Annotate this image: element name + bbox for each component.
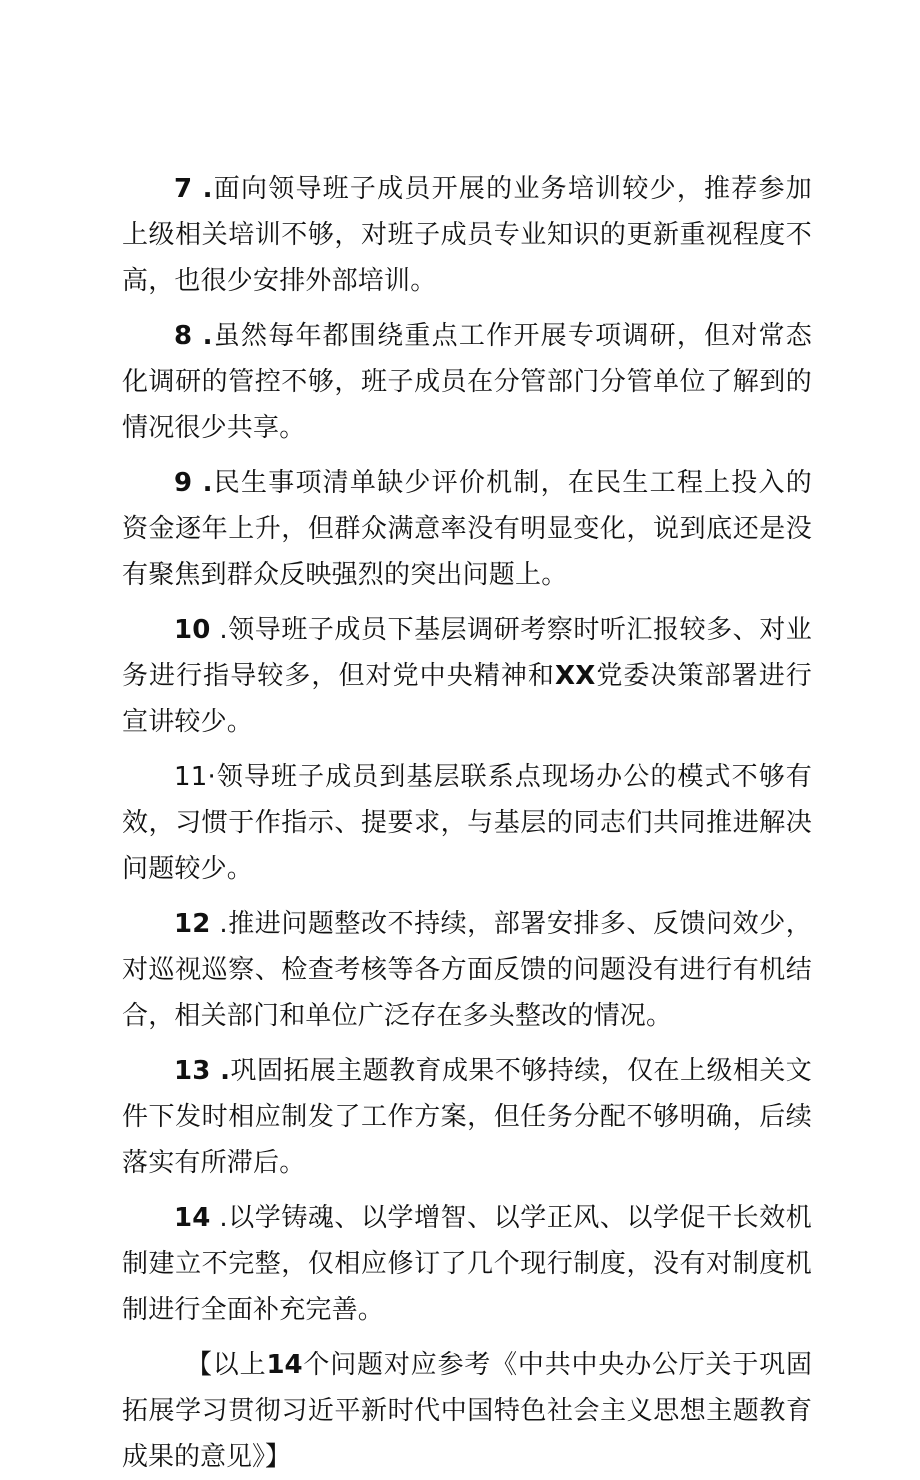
item-separator: . <box>192 468 213 498</box>
item-text: 以学铸魂、以学增智、以学正风、以学促干长效机制建立不完整，仅相应修订了几个现行制度，没有对制度机制进行全面补充完善。 <box>122 1203 812 1325</box>
item-separator: . <box>210 615 228 645</box>
item-text: 巩固拓展主题教育成果不够持续，仅在上级相关文件下发时相应制发了工作方案，但任务分配不够明确，后续落实有所滞后。 <box>122 1056 812 1178</box>
note-count: 14 <box>266 1350 303 1380</box>
item-text: 民生事项清单缺少评价机制，在民生工程上投入的资金逐年上升，但群众满意率没有明显变化，说到底还是没有聚焦到群众反映强烈的突出问题上。 <box>122 468 812 590</box>
item-12 <box>122 901 812 1039</box>
item-number: 13 <box>174 1056 211 1086</box>
item-number: 9 <box>174 468 193 498</box>
item-text-bold: XX <box>555 661 596 691</box>
item-text: 领导班子成员下基层调研考察时听汇报较多、对业务进行指导较多，但对党中央精神和 <box>122 615 812 691</box>
item-9 <box>122 460 812 598</box>
item-text: 推进问题整改不持续，部署安排多、反馈问效少，对巡视巡察、检查考核等各方面反馈的问题没有进行有机结合，相关部门和单位广泛存在多头整改的情况。 <box>122 909 812 1031</box>
item-11 <box>122 754 812 892</box>
item-number: 14 <box>174 1203 211 1233</box>
item-separator: . <box>210 1056 231 1086</box>
item-7 <box>122 166 812 304</box>
note-text: 个问题对应参考《中共中央办公厅关于巩固拓展学习贯彻习近平新时代中国特色社会主义思想主题教育成果的意见》】 <box>122 1350 812 1472</box>
item-8 <box>122 313 812 451</box>
item-number: 12 <box>174 909 211 939</box>
item-separator: . <box>192 174 213 204</box>
item-14 <box>122 1195 812 1333</box>
item-number: 8 <box>174 321 193 351</box>
item-number: 11 <box>174 762 208 792</box>
item-text: 面向领导班子成员开展的业务培训较少，推荐参加上级相关培训不够，对班子成员专业知识的更新重视程度不高，也很少安排外部培训。 <box>122 174 812 296</box>
item-text: 党委决策部署进行宣讲较少。 <box>122 661 812 737</box>
item-separator: . <box>210 909 228 939</box>
document-body <box>122 166 812 1480</box>
item-separator: · <box>207 762 216 792</box>
item-separator: . <box>192 321 213 351</box>
item-text: 虽然每年都围绕重点工作开展专项调研，但对常态化调研的管控不够，班子成员在分管部门分管单位了解到的情况很少共享。 <box>122 321 812 443</box>
item-13 <box>122 1048 812 1186</box>
reference-note <box>122 1342 812 1480</box>
item-10 <box>122 607 812 745</box>
item-separator: . <box>210 1203 228 1233</box>
note-text: 【以上 <box>186 1350 267 1380</box>
item-text: 领导班子成员到基层联系点现场办公的模式不够有效，习惯于作指示、提要求，与基层的同志们共同推进解决问题较少。 <box>122 762 812 884</box>
item-number: 10 <box>174 615 211 645</box>
item-number: 7 <box>174 174 193 204</box>
